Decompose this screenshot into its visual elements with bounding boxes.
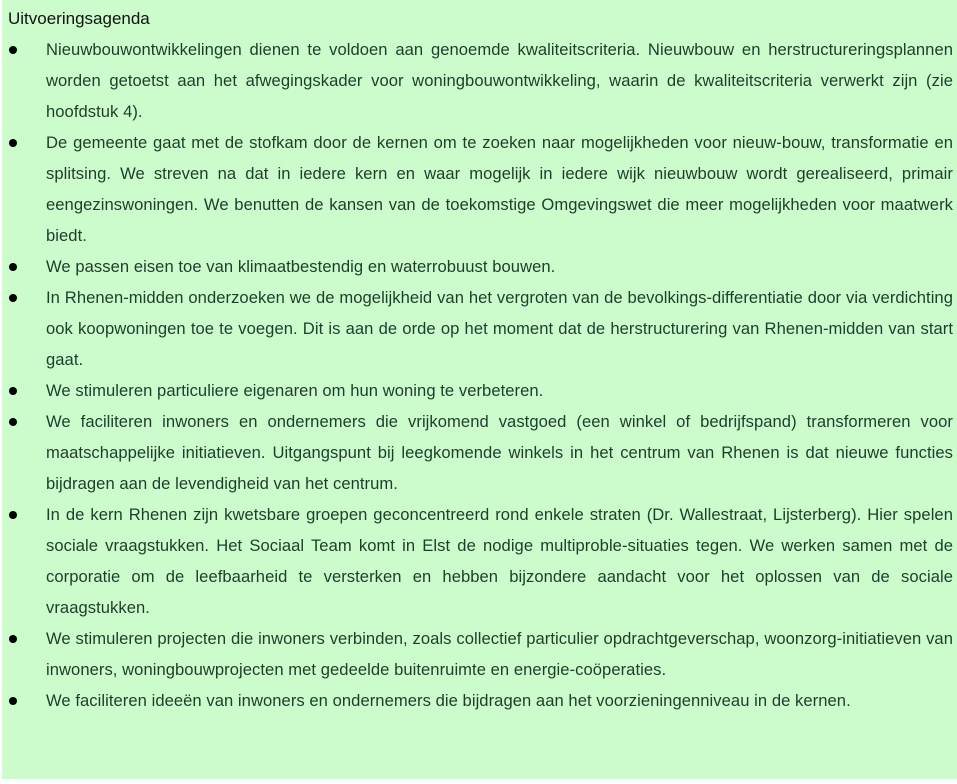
bullet-icon: [9, 263, 17, 271]
list-item: [8, 251, 953, 282]
list-item-text: In Rhenen-midden onderzoeken we de mogelijkheid van het vergroten van de bevolkings-differentiatie door via verdichting ook koopwoningen toe te voegen. Dit is aan de orde op het moment dat de herstructurering van Rhenen-midden van start gaat.: [46, 288, 953, 369]
agenda-box: [2, 0, 957, 779]
list-item: [8, 406, 953, 499]
bullet-icon: [9, 139, 17, 147]
bullet-icon: [9, 635, 17, 643]
list-item: [8, 34, 953, 127]
list-item-text: We stimuleren particuliere eigenaren om hun woning te verbeteren.: [46, 381, 544, 400]
bullet-icon: [9, 387, 17, 395]
bullet-icon: [9, 294, 17, 302]
list-item: [8, 282, 953, 375]
list-item: [8, 375, 953, 406]
list-item-text: De gemeente gaat met de stofkam door de kernen om te zoeken naar mogelijkheden voor nieuw-bouw, transformatie en splitsing. We streven na dat in iedere kern en waar mogelijk in iedere wijk nieuwbouw wordt gerealiseerd, primair eengezinswoningen. We benutten de kansen van de toekomstige Omgevingswet die meer mogelijkheden voor maatwerk biedt.: [46, 133, 953, 245]
bullet-icon: [9, 418, 17, 426]
bullet-icon: [9, 46, 17, 54]
list-item: [8, 499, 953, 623]
list-item-text: We faciliteren ideeën van inwoners en ondernemers die bijdragen aan het voorzieningenniveau in de kernen.: [46, 691, 851, 710]
bullet-icon: [9, 697, 17, 705]
section-title: Uitvoeringsagenda: [8, 9, 150, 28]
list-item-text: We faciliteren inwoners en ondernemers die vrijkomend vastgoed (een winkel of bedrijfspand) transformeren voor maatschappelijke initiatieven. Uitgangspunt bij leegkomende winkels in het centrum van Rhenen is dat nieuwe functies bijdragen aan de levendigheid van het centrum.: [46, 412, 953, 493]
bullet-icon: [9, 511, 17, 519]
list-item: [8, 623, 953, 685]
list-item-text: We passen eisen toe van klimaatbestendig en waterrobuust bouwen.: [46, 257, 556, 276]
agenda-list: [8, 34, 953, 716]
list-item-text: We stimuleren projecten die inwoners verbinden, zoals collectief particulier opdrachtgeverschap, woonzorg-initiatieven van inwoners, woningbouwprojecten met gedeelde buitenruimte en energie-coöperaties.: [46, 629, 953, 679]
list-item-text: Nieuwbouwontwikkelingen dienen te voldoen aan genoemde kwaliteitscriteria. Nieuwbouw en herstructureringsplannen worden getoetst aan het afwegingskader voor woningbouwontwikkeling, waarin de kwaliteitscriteria verwerkt zijn (zie hoofdstuk 4).: [46, 40, 953, 121]
list-item: [8, 127, 953, 251]
list-item-text: In de kern Rhenen zijn kwetsbare groepen geconcentreerd rond enkele straten (Dr. Wallestraat, Lijsterberg). Hier spelen sociale vraagstukken. Het Sociaal Team komt in Elst de nodige multiproble-situaties tegen. We werken samen met de corporatie om de leefbaarheid te versterken en hebben bijzondere aandacht voor het oplossen van de sociale vraagstukken.: [46, 505, 953, 617]
list-item: [8, 685, 953, 716]
